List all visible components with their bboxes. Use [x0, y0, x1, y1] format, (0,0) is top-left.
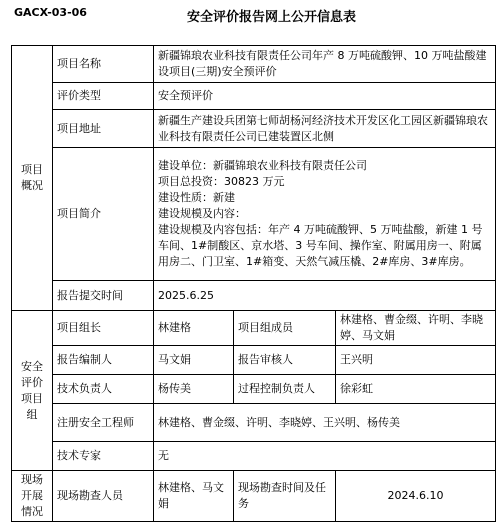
members-value: 林建格、曹金缀、许明、李晓婷、马文娟	[336, 311, 496, 346]
project-intro-value	[154, 148, 496, 281]
reviewer-value: 王兴明	[336, 346, 496, 375]
tech-label: 技术负责人	[53, 375, 154, 404]
row-team-leader	[12, 311, 496, 346]
project-name-value: 新疆锦琅农业科技有限责任公司年产 8 万吨硫酸钾、10 万吨盐酸建设项目(三期)安全预评价	[154, 46, 496, 83]
survey-staff-value: 林建格、马文娟	[154, 471, 234, 522]
engineer-value: 林建格、曹金缀、许明、李晓婷、王兴明、杨传美	[154, 404, 496, 442]
overview-section-label: 项目概况	[12, 46, 53, 311]
row-tech-expert	[12, 442, 496, 471]
row-site-survey	[12, 471, 496, 522]
tech-value: 杨传美	[154, 375, 234, 404]
row-project-intro	[12, 148, 496, 281]
survey-time-value: 2024.6.10	[336, 471, 496, 522]
document-title: 安全评价报告网上公开信息表	[186, 10, 356, 25]
author-label: 报告编制人	[53, 346, 154, 375]
reviewer-label: 报告审核人	[234, 346, 336, 375]
survey-time-label: 现场勘查时间及任务	[234, 471, 336, 522]
row-tech-lead	[12, 375, 496, 404]
team-section-label: 安全评价项目组	[12, 311, 53, 471]
engineer-label: 注册安全工程师	[53, 404, 154, 442]
submit-date-value: 2025.6.25	[154, 281, 496, 311]
intro-line-unit: 建设单位：新疆锦琅农业科技有限责任公司	[158, 159, 367, 172]
project-name-label: 项目名称	[53, 46, 154, 83]
intro-line-investment: 项目总投资：30823 万元	[158, 175, 285, 188]
row-safety-engineers	[12, 404, 496, 442]
evaluation-type-label: 评价类型	[53, 83, 154, 110]
author-value: 马文娟	[154, 346, 234, 375]
evaluation-type-value: 安全预评价	[154, 83, 496, 110]
project-address-value: 新疆生产建设兵团第七师胡杨河经济技术开发区化工园区新疆锦琅农业科技有限责任公司已建装置区北侧	[154, 110, 496, 148]
row-project-name	[12, 46, 496, 83]
row-report-author	[12, 346, 496, 375]
members-label: 项目组成员	[234, 311, 336, 346]
survey-section-label: 现场开展情况	[12, 471, 53, 522]
row-submit-date	[12, 281, 496, 311]
document-code: GACX-03-06	[14, 6, 87, 19]
submit-date-label: 报告提交时间	[53, 281, 154, 311]
process-label: 过程控制负责人	[234, 375, 336, 404]
leader-value: 林建格	[154, 311, 234, 346]
survey-staff-label: 现场勘查人员	[53, 471, 154, 522]
intro-line-scale-detail: 建设规模及内容包括：年产 4 万吨硫酸钾、5 万吨盐酸，新建 1 号车间、1#制酸区、京水塔、3 号车间、操作室、附属用房一、附属用房二、门卫室、1#箱变、天然气减压橇、2#库房、3#库房。	[158, 223, 483, 268]
project-intro-label: 项目简介	[53, 148, 154, 281]
info-table	[11, 45, 496, 522]
process-value: 徐彩虹	[336, 375, 496, 404]
expert-value: 无	[154, 442, 496, 471]
leader-label: 项目组长	[53, 311, 154, 346]
row-project-address	[12, 110, 496, 148]
row-evaluation-type	[12, 83, 496, 110]
project-address-label: 项目地址	[53, 110, 154, 148]
intro-line-scale-heading: 建设规模及内容：	[158, 207, 246, 220]
intro-line-nature: 建设性质：新建	[158, 191, 235, 204]
expert-label: 技术专家	[53, 442, 154, 471]
